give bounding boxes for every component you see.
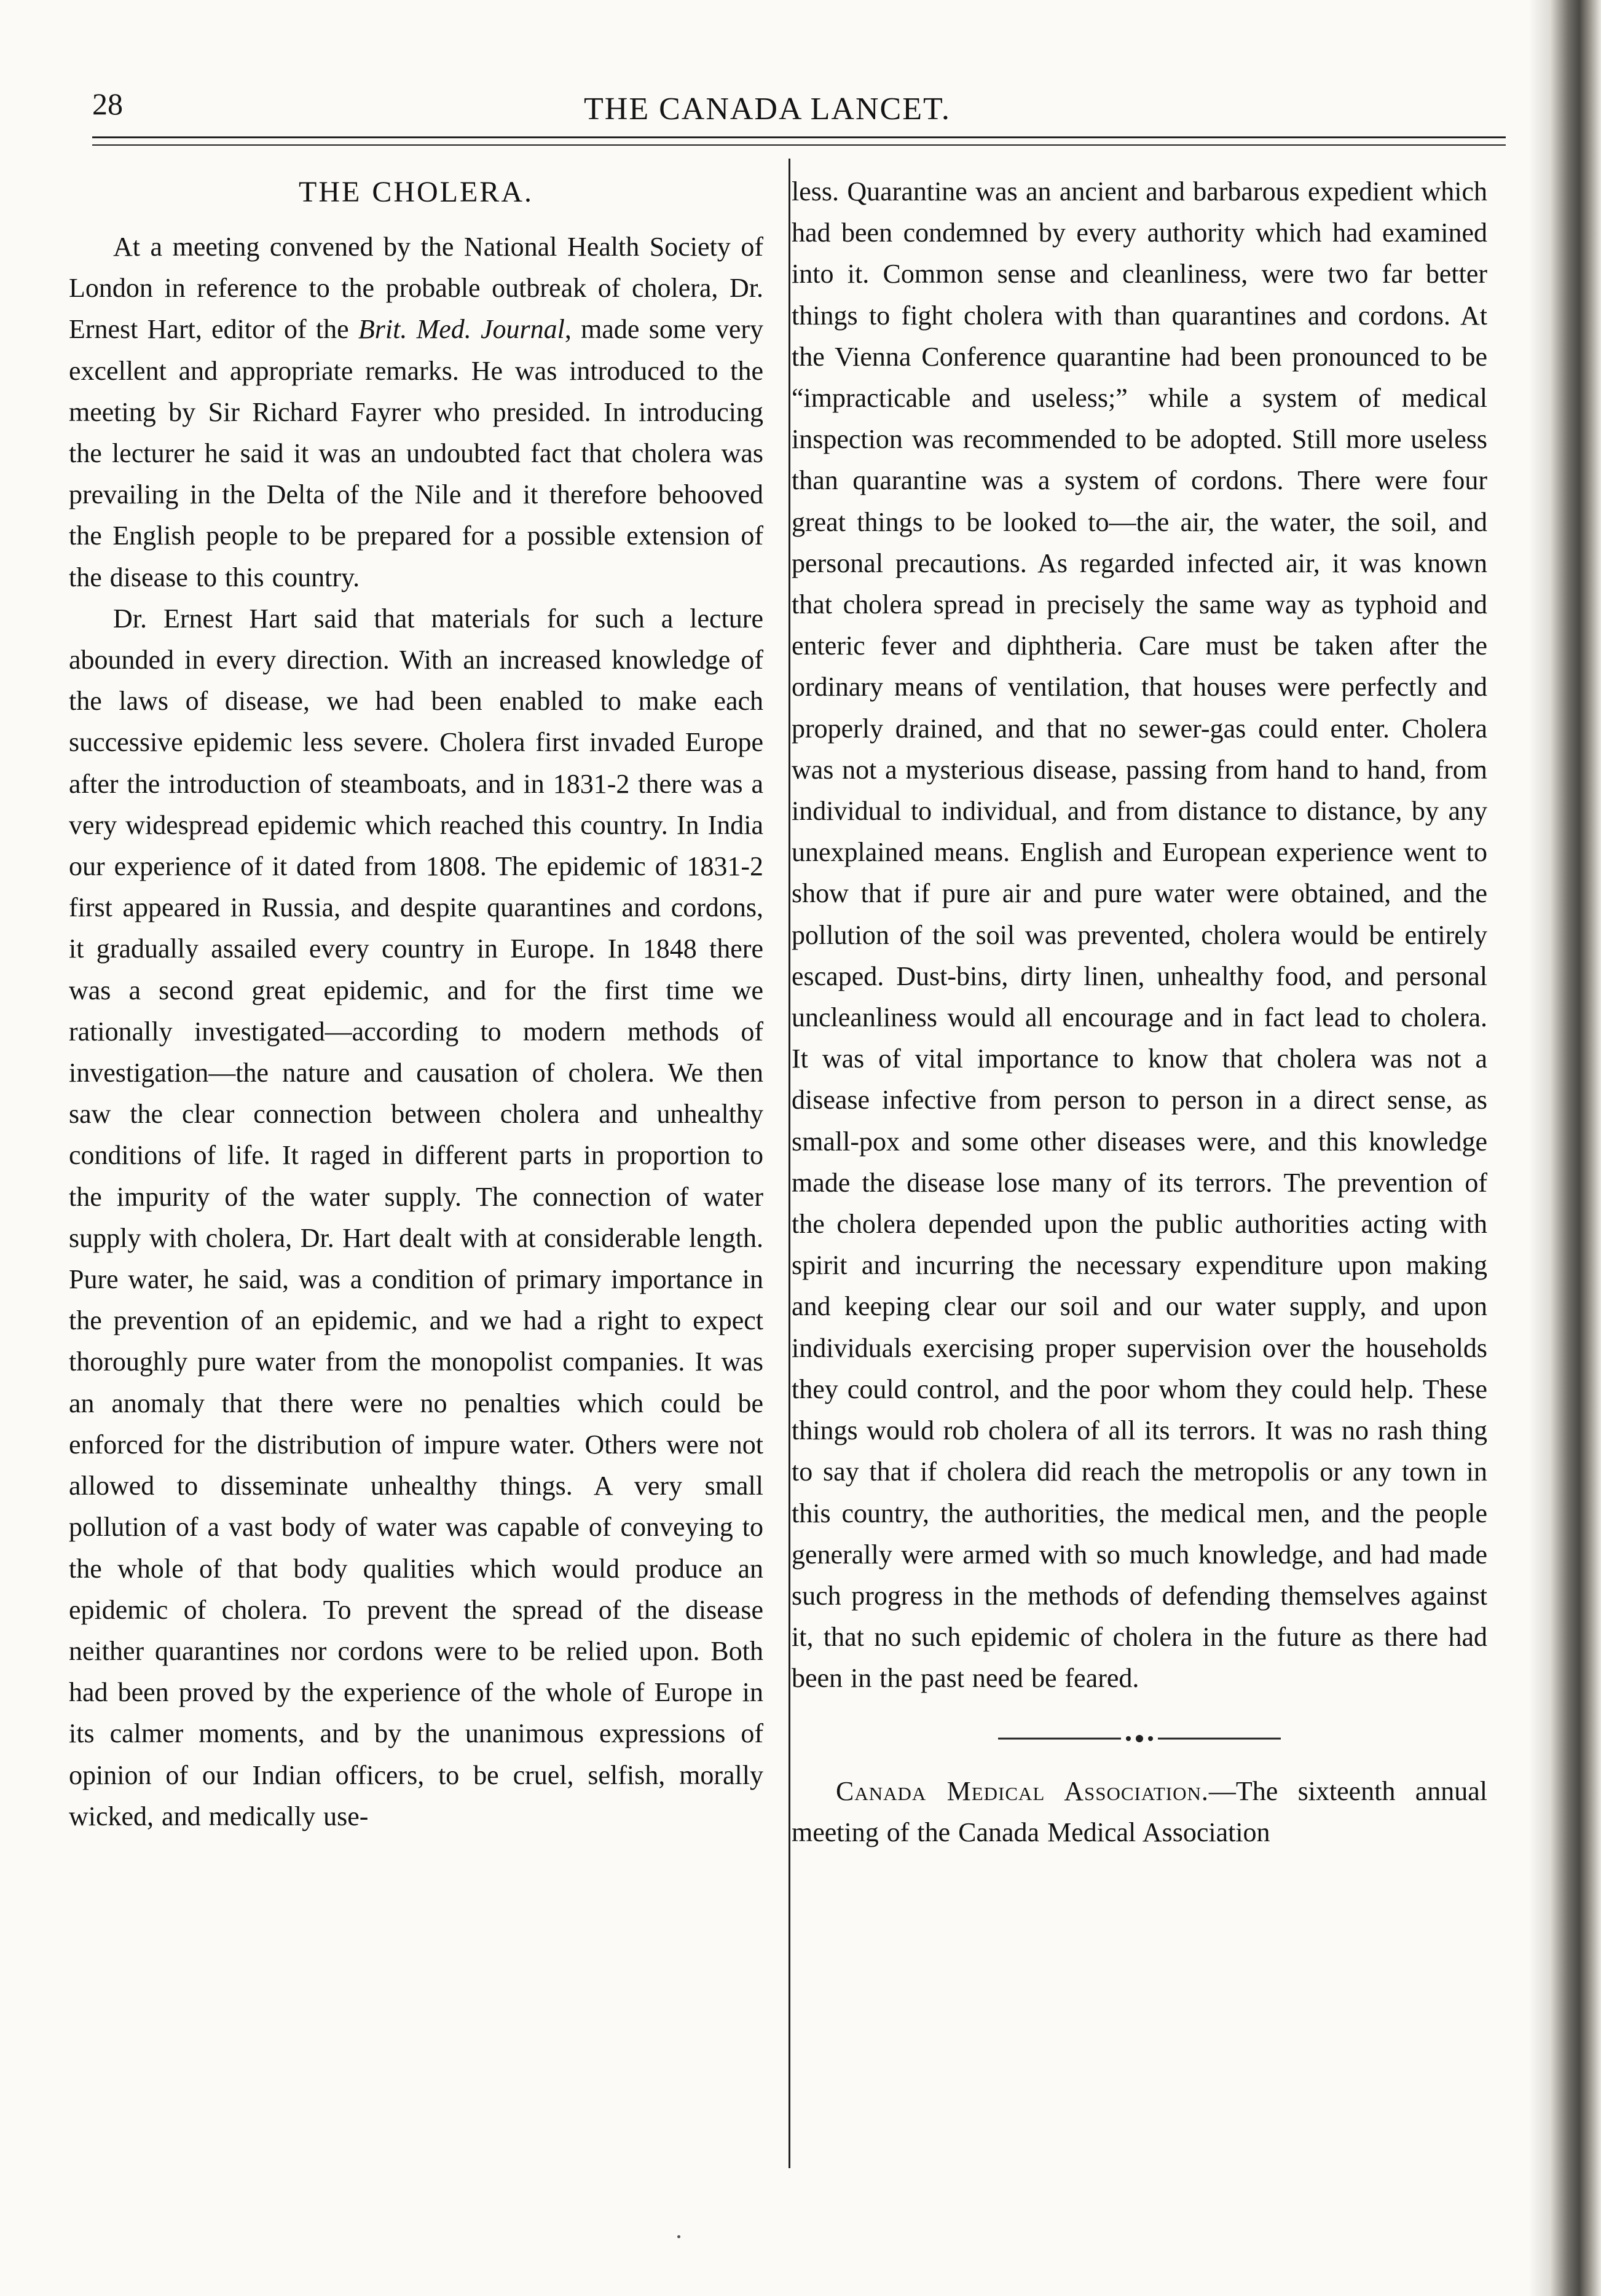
article-paragraph-2-continued: less. Quarantine was an ancient and barbarous expedient which had been condemned by every authority which had examined into it. Common sense and cleanliness, were two far better things to fight cholera with than quarantines and cordons. At the Vienna Conference quarantine had been pronounced to be “impracticable and useless;” while a system of medical inspection was recommended to be adopted. Still more useless than quarantine was a system of cordons. There were four great things to be looked to—the air, the water, the soil, and personal precautions. As regarded infected air, it was known that cholera spread in precisely the same way as typhoid and enteric fever and diphtheria. Care must be taken after the ordinary means of ventilation, that houses were perfectly and properly drained, and that no sewer-gas could enter. Cholera was not a mysterious disease, passing from hand to hand, from individual to individual, and from distance to distance, by any unexplained means. English and European experience went to show that if pure air and pure water were obtained, and the pollution of the soil was prevented, cholera would be entirely escaped. Dust-bins, dirty linen, unhealthy food, and personal uncleanliness would all encourage and in fact lead to cholera. It was of vital importance to know that cholera was not a disease infective from person to person in a direct sense, as small-pox and some other diseases were, and this knowledge made the disease lose many of its terrors. The prevention of the cholera depended upon the public authorities acting with spirit and incurring the necessary expenditure upon making and keeping clear our soil and our water supply, and upon individuals exercising proper supervision over the households they could control, and the poor whom they could help. These things would rob cholera of all its terrors. It was no rash thing to say that if cholera did reach the metropolis or any town in this country, the authorities, the medical men, and the people generally were armed with so much knowledge, and had made such progress in the methods of defending themselves against it, that no such epidemic of cholera in the future as there had been in the past need be feared. [792,176,1487,1694]
next-item-paragraph [792,1771,1487,1853]
article-paragraph-1: At a meeting convened by the National Health Society of London in reference to the probable outbreak of cholera, Dr. Ernest Hart, editor of the Brit. Med. Journal, made some very excellent and appropriate remarks. He was introduced to the meeting by Sir Richard Fayrer who presided. In introducing the lecturer he said it was an undoubted fact that cholera was prevailing in the Delta of the Nile and it therefore behooved the English people to be prepared for a possible extension of the disease to this country. [69,232,764,592]
section-break-ornament [792,1726,1487,1751]
next-item-text: —The sixteenth annual meeting of the Canada Medical Association [792,1775,1487,1847]
next-item-lead: Canada Medical Association. [836,1775,1209,1806]
article-title: THE CHOLERA. [299,176,533,208]
page-number: 28 [92,87,123,121]
article-paragraph-2-start: Dr. Ernest Hart said that materials for such a lecture abounded in every direction. With an increased knowledge of the laws of disease, we had been enabled to make each successive epidemic less severe. Cholera first invaded Europe after the introduction of steamboats, and in 1831-2 there was a very widespread epidemic which reached this country. In India our experience of it dated from 1808. The epidemic of 1831-2 first appeared in Russia, and despite quarantines and cordons, it gradually assailed every country in Europe. In 1848 there was a second great epidemic, and for the first time we rationally investigated—according to modern methods of investigation—the nature and causation of cholera. We then saw the clear connection between cholera and unhealthy conditions of life. It raged in different parts in proportion to the impurity of the water supply. The connection of water supply with cholera, Dr. Hart dealt with at considerable length. Pure water, he said, was a condition of primary importance in the prevention of an epidemic, and we had a right to expect thoroughly pure water from the monopolist companies. It was an anomaly that there were no penalties which could be enforced for the distribution of impure water. Others were not allowed to disseminate unhealthy things. A very small pollution of a vast body of water was capable of conveying to the whole of that body qualities which would produce an epidemic of cholera. To prevent the spread of the disease neither quarantines nor cordons were to be relied upon. Both had been proved by the experience of the whole of Europe in its calmer moments, and by the unanimous expressions of opinion of our Indian officers, to be cruel, selfish, morally wicked, and medically use- [69,603,763,1831]
page-edge-shadow [1528,0,1601,2296]
stray-mark [677,2235,680,2238]
ornament-rule-icon [998,1731,1281,1746]
header-rule [92,136,1506,146]
journal-title: THE CANADA LANCET. [584,92,951,127]
left-column [69,171,763,1837]
running-head [0,86,1524,135]
right-column [792,171,1487,1853]
column-divider [789,159,790,2168]
